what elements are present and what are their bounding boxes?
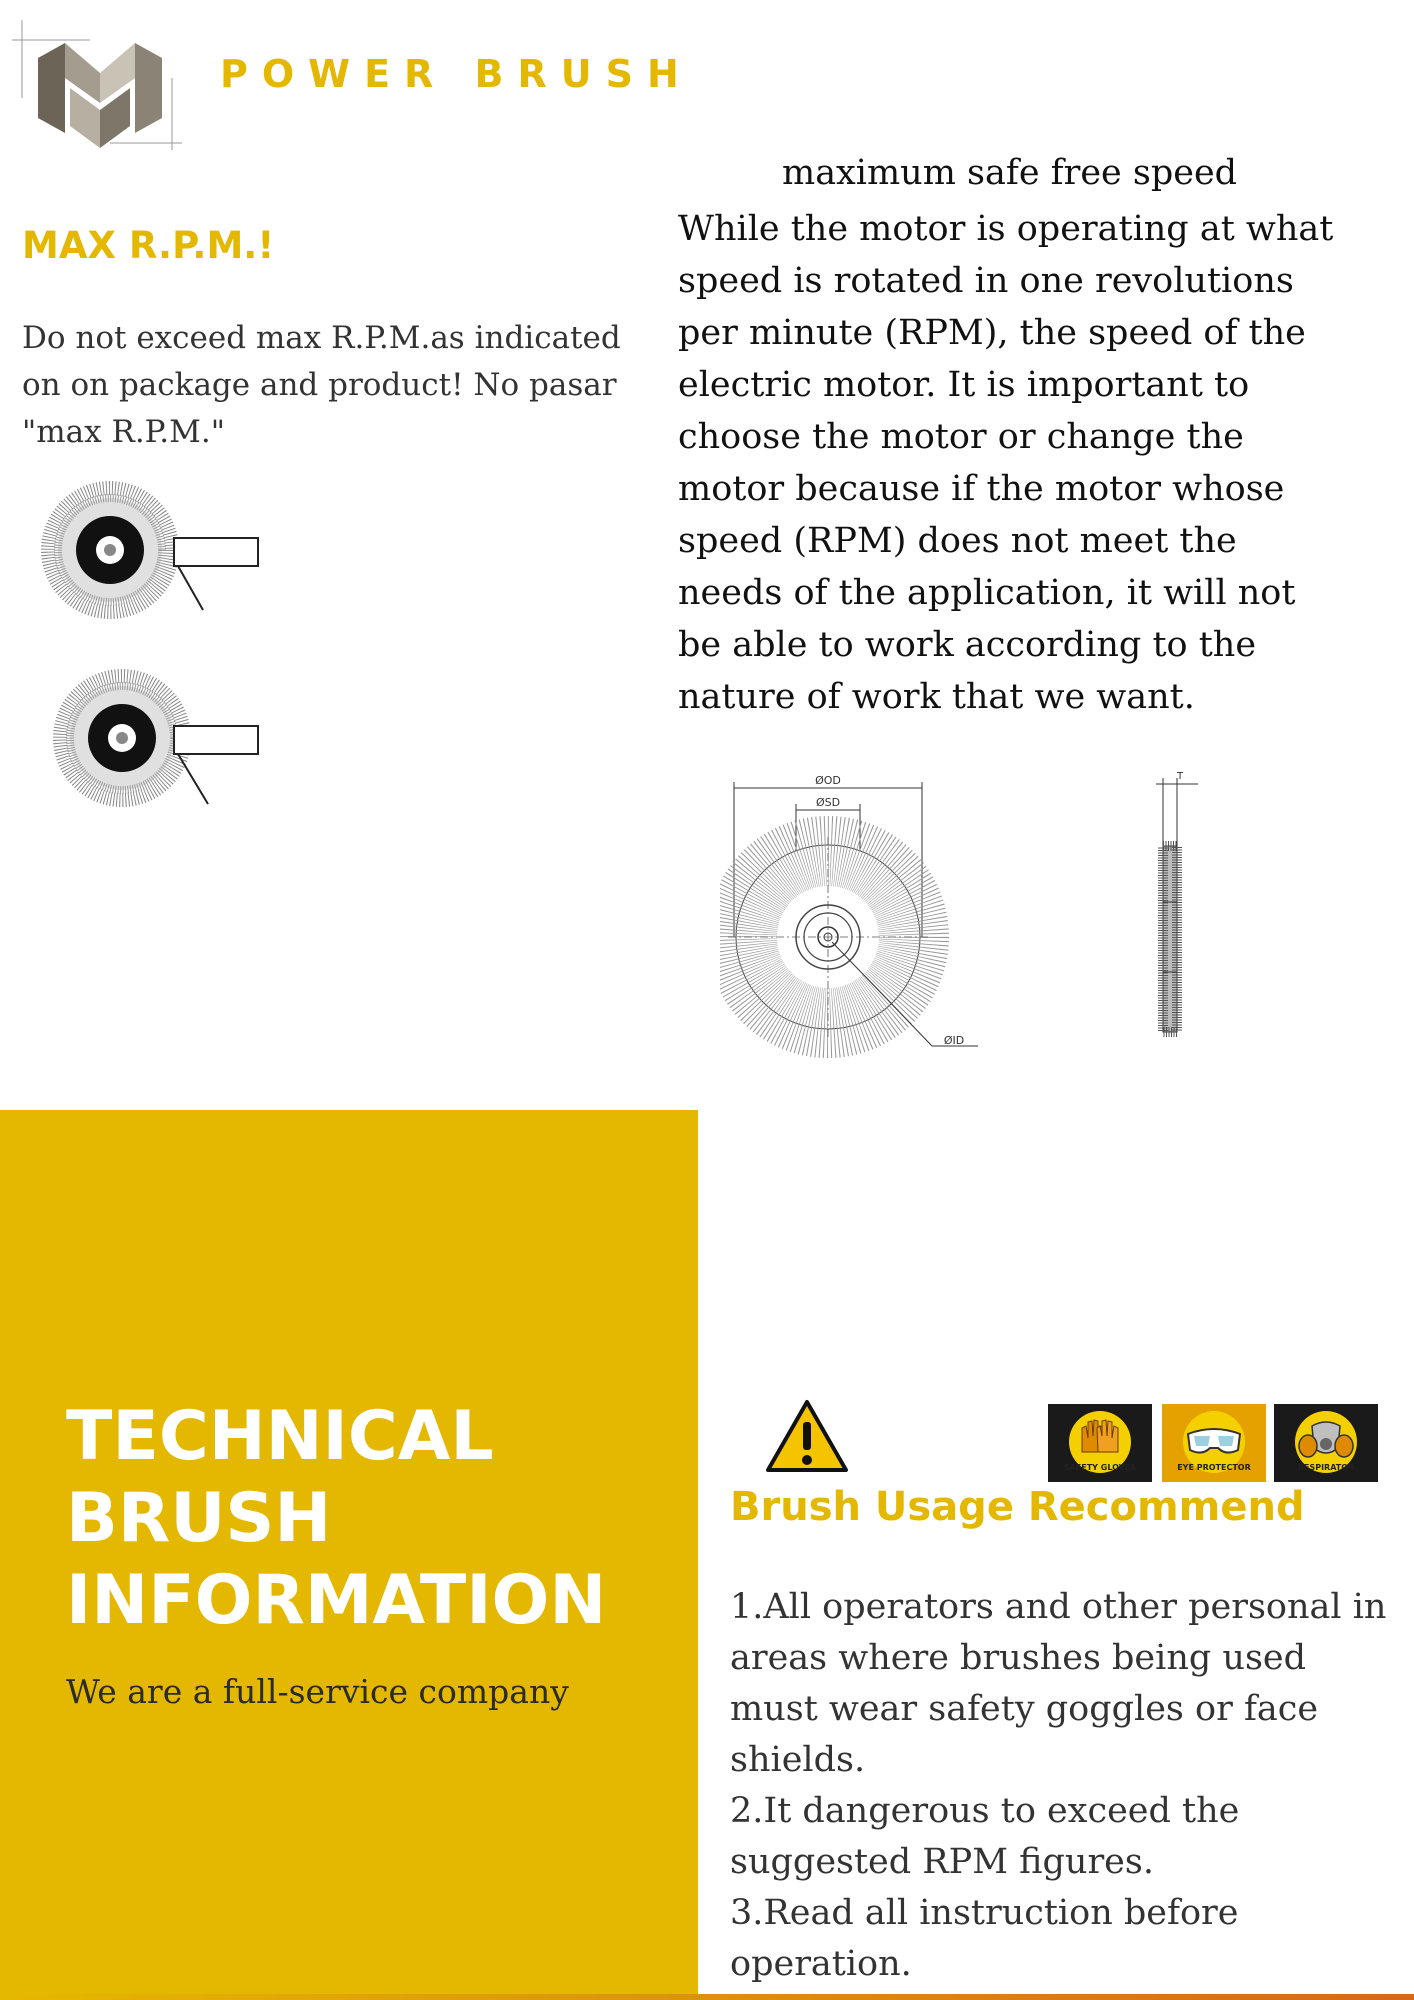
brand-name: POWER BRUSH bbox=[220, 52, 693, 96]
brush-dimension-drawing bbox=[720, 762, 1220, 1062]
brush-illustration-2 bbox=[50, 668, 290, 808]
bottom-accent-bar bbox=[0, 1994, 1414, 2000]
speed-text: While the motor is operating at what speed is rotated in one revolutions per minute (RPM), the speed of the electric motor. It is important to choose the motor or change the motor because if the motor whose speed (RPM) does not meet the needs of the application, it will not be able to work according to the nature of work that we want. bbox=[678, 209, 1334, 717]
id-label: ØID bbox=[943, 1034, 965, 1047]
brand-logo bbox=[10, 18, 185, 153]
ppe-label-respirator: RESPIRATOR bbox=[1297, 1463, 1355, 1472]
ppe-label-eye: EYE PROTECTOR bbox=[1177, 1463, 1251, 1472]
ppe-label-gloves: SAFETY GLOVES bbox=[1063, 1463, 1137, 1472]
sd-label: ØSD bbox=[815, 796, 841, 809]
technical-subtitle: We are a full-service company bbox=[66, 1672, 569, 1711]
max-rpm-title: MAX R.P.M.! bbox=[22, 224, 275, 267]
warning-icon bbox=[764, 1398, 850, 1474]
safety-gloves-icon bbox=[1048, 1404, 1152, 1482]
speed-heading: maximum safe free speed bbox=[782, 153, 1238, 193]
usage-item: 3.Read all instruction before operation. bbox=[730, 1893, 1239, 1984]
eye-protector-icon bbox=[1162, 1404, 1266, 1482]
usage-list bbox=[730, 1582, 1400, 1990]
respirator-icon bbox=[1274, 1404, 1378, 1482]
brush-illustration-1 bbox=[38, 480, 278, 620]
t-label: T bbox=[1176, 771, 1184, 782]
max-rpm-text: Do not exceed max R.P.M.as indicated on on package and product! No pasar "max R.P.M." bbox=[22, 320, 621, 450]
usage-title: Brush Usage Recommend bbox=[730, 1484, 1305, 1530]
usage-item: 2.It dangerous to exceed the suggested RPM figures. bbox=[730, 1791, 1240, 1882]
od-label: ØOD bbox=[815, 774, 841, 787]
usage-item: 1.All operators and other personal in areas where brushes being used must wear safety goggles or face shields. bbox=[730, 1587, 1387, 1780]
technical-title: TECHNICAL BRUSH INFORMATION bbox=[66, 1397, 607, 1640]
